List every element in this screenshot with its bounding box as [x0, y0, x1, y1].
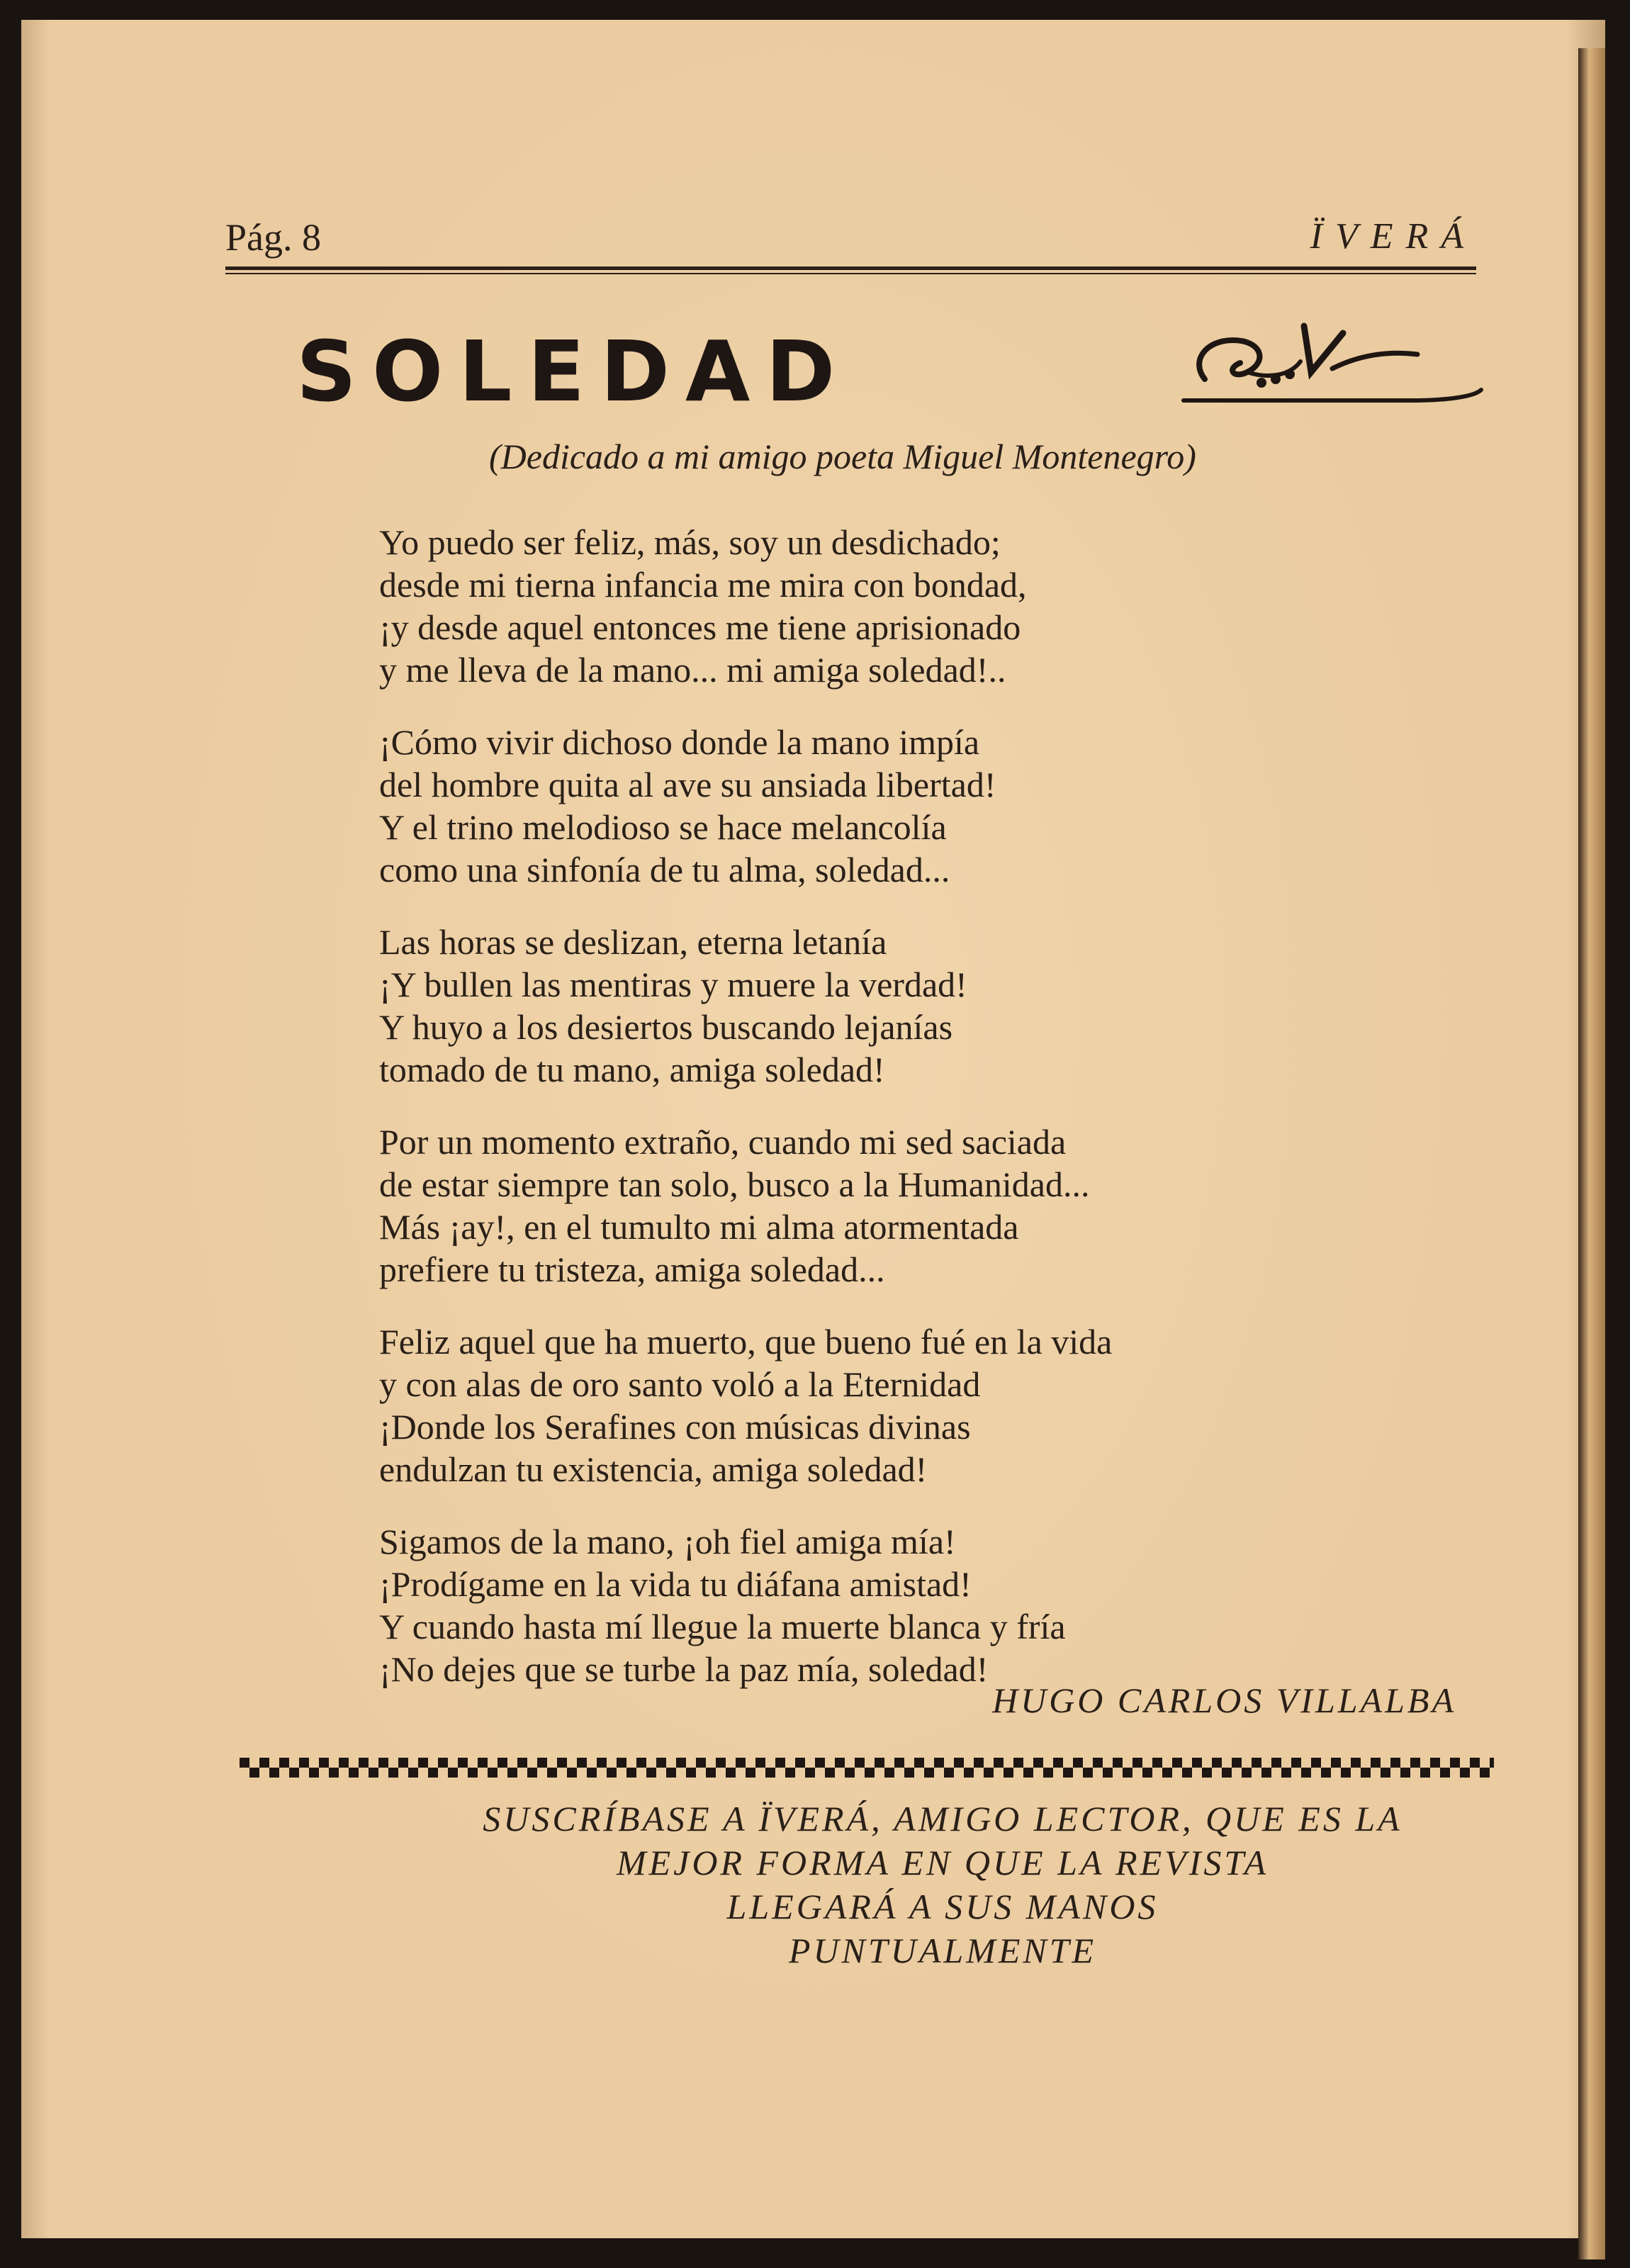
checker-square: [587, 1768, 597, 1778]
checker-square: [1341, 1768, 1351, 1778]
checker-square: [1123, 1768, 1132, 1778]
checker-square: [1371, 1758, 1381, 1768]
checker-square: [865, 1768, 875, 1778]
poem-line: Las horas se deslizan, eterna letanía: [379, 922, 887, 962]
checker-square: [259, 1758, 269, 1768]
poem-line: como una sinfonía de tu alma, soledad...: [379, 850, 950, 889]
checker-square: [378, 1758, 388, 1768]
checker-square: [279, 1758, 289, 1768]
checker-square: [299, 1758, 309, 1768]
checker-square: [1301, 1768, 1311, 1778]
page-header: [204, 211, 1476, 268]
checker-square: [1192, 1758, 1202, 1768]
poem-line: ¡y desde aquel entonces me tiene aprisionado: [379, 607, 1021, 647]
poem-line: del hombre quita al ave su ansiada libertad!: [379, 765, 996, 804]
checker-square: [1083, 1768, 1093, 1778]
subscription-notice: [383, 1797, 1502, 1972]
poem-line: desde mi tierna infancia me mira con bondad,: [379, 565, 1027, 605]
checker-square: [954, 1758, 964, 1768]
poem-line: ¡No dejes que se turbe la paz mía, soledad!: [379, 1649, 989, 1689]
checker-square: [686, 1768, 696, 1778]
checker-square: [1232, 1758, 1242, 1768]
checker-square: [1311, 1758, 1321, 1768]
checker-square: [1132, 1758, 1142, 1768]
header-rule: [225, 266, 1476, 274]
checker-square: [1053, 1758, 1063, 1768]
subscribe-line: PUNTUALMENTE: [788, 1931, 1097, 1970]
checker-square: [696, 1758, 706, 1768]
poem-line: ¡Cómo vivir dichoso donde la mano impía: [379, 722, 980, 762]
poem-line: y con alas de oro santo voló a la Eternidad: [379, 1364, 981, 1404]
checker-square: [339, 1758, 349, 1768]
checker-square: [329, 1768, 339, 1778]
checker-square: [884, 1768, 894, 1778]
checker-square: [269, 1768, 279, 1778]
checker-square: [765, 1768, 775, 1778]
checker-square: [646, 1768, 656, 1778]
checker-square: [349, 1768, 359, 1778]
checker-square: [1440, 1768, 1450, 1778]
poem-line: Y el trino melodioso se hace melancolía: [379, 807, 947, 847]
checker-square: [1281, 1768, 1291, 1778]
checker-square: [1212, 1758, 1222, 1768]
checker-square: [755, 1758, 765, 1768]
checker-square: [1480, 1768, 1490, 1778]
dedication: (Dedicado a mi amigo poeta Miguel Montenegro): [489, 437, 1196, 476]
checker-square: [359, 1758, 369, 1768]
poem-line: Feliz aquel que ha muerto, que bueno fué en la vida: [379, 1322, 1113, 1362]
checker-square: [537, 1758, 547, 1768]
checker-square: [904, 1768, 914, 1778]
checker-square: [458, 1758, 468, 1768]
checker-square: [428, 1768, 438, 1778]
checker-square: [567, 1768, 577, 1778]
checker-square: [468, 1768, 478, 1778]
checker-square: [1182, 1768, 1192, 1778]
checker-square: [1351, 1758, 1361, 1768]
checker-square: [855, 1758, 865, 1768]
poem-line: endulzan tu existencia, amiga soledad!: [379, 1449, 928, 1489]
checker-square: [1381, 1768, 1390, 1778]
poem-line: Más ¡ay!, en el tumulto mi alma atormentada: [379, 1207, 1019, 1247]
checker-square: [1490, 1758, 1494, 1768]
stanza: [379, 721, 1407, 891]
checker-square: [1470, 1758, 1480, 1768]
checker-square: [924, 1768, 934, 1778]
checker-square: [964, 1768, 974, 1778]
poem-line: Y huyo a los desiertos buscando lejanías: [379, 1007, 953, 1047]
poem-line: de estar siempre tan solo, busco a la Humanidad...: [379, 1164, 1090, 1204]
poem-body: [379, 521, 1407, 1720]
checker-square: [1004, 1768, 1013, 1778]
checker-square: [1410, 1758, 1420, 1768]
checker-square: [498, 1758, 507, 1768]
checker-square: [289, 1768, 299, 1778]
checker-square: [666, 1768, 676, 1778]
checker-square: [1172, 1758, 1182, 1768]
poem-author: HUGO CARLOS VILLALBA: [991, 1680, 1456, 1720]
poem-line: Sigamos de la mano, ¡oh fiel amiga mía!: [379, 1522, 956, 1561]
checker-square: [875, 1758, 884, 1768]
checker-square: [974, 1758, 984, 1768]
checker-square: [785, 1768, 795, 1778]
checker-square: [398, 1758, 408, 1768]
poem-line: ¡Y bullen las mentiras y muere la verdad!: [379, 965, 967, 1004]
checker-square: [1103, 1768, 1113, 1778]
checker-square: [1261, 1768, 1271, 1778]
checker-square: [944, 1768, 954, 1778]
checker-square: [805, 1768, 815, 1778]
checker-square: [249, 1768, 259, 1778]
checker-square: [369, 1768, 378, 1778]
checker-square: [656, 1758, 666, 1768]
flourish-ornament-icon: [1176, 312, 1488, 418]
checker-square: [984, 1768, 994, 1778]
magazine-name: ÏVERÁ: [1310, 216, 1476, 257]
poem-line: Por un momento extraño, cuando mi sed saciada: [379, 1122, 1067, 1162]
checker-square: [636, 1758, 646, 1768]
poem-line: Yo puedo ser feliz, más, soy un desdichado;: [379, 522, 1001, 562]
checker-square: [1023, 1768, 1033, 1778]
checker-square: [845, 1768, 855, 1778]
checker-square: [746, 1768, 755, 1778]
checkered-divider: [240, 1758, 1494, 1778]
checker-square: [1162, 1768, 1172, 1778]
checker-square: [388, 1768, 398, 1778]
checker-square: [1291, 1758, 1301, 1768]
checker-square: [914, 1758, 924, 1768]
subscribe-line: SUSCRÍBASE A ÏVERÁ, AMIGO LECTOR, QUE ES LA: [483, 1799, 1403, 1838]
checker-square: [478, 1758, 488, 1768]
checker-square: [597, 1758, 607, 1768]
checker-square: [894, 1758, 904, 1768]
checker-square: [825, 1768, 835, 1778]
checker-square: [607, 1768, 617, 1778]
checker-square: [617, 1758, 626, 1768]
subscribe-line: MEJOR FORMA EN QUE LA REVISTA: [616, 1843, 1269, 1882]
checker-square: [418, 1758, 428, 1768]
checker-square: [577, 1758, 587, 1768]
checker-square: [1152, 1758, 1162, 1768]
checker-square: [408, 1768, 418, 1778]
checker-square: [736, 1758, 746, 1768]
checker-square: [448, 1768, 458, 1778]
checker-square: [1142, 1768, 1152, 1778]
checker-square: [706, 1768, 716, 1778]
checker-square: [1450, 1758, 1460, 1768]
checker-square: [815, 1758, 825, 1768]
checker-square: [488, 1768, 498, 1778]
checker-square: [1222, 1768, 1232, 1778]
stanza: [379, 521, 1407, 691]
checker-square: [1331, 1758, 1341, 1768]
poem-line: prefiere tu tristeza, amiga soledad...: [379, 1250, 885, 1289]
checker-square: [626, 1768, 636, 1778]
poem-line: ¡Prodígame en la vida tu diáfana amistad!: [379, 1564, 972, 1604]
checker-square: [1361, 1768, 1371, 1778]
checker-square: [1271, 1758, 1281, 1768]
checker-square: [1063, 1768, 1073, 1778]
stanza: [379, 1520, 1407, 1690]
checker-square: [1390, 1758, 1400, 1768]
checker-square: [240, 1758, 249, 1768]
checker-square: [835, 1758, 845, 1768]
checker-square: [1460, 1768, 1470, 1778]
subscribe-line: LLEGARÁ A SUS MANOS: [726, 1887, 1159, 1926]
poem-line: Y cuando hasta mí llegue la muerte blanca y fría: [379, 1607, 1066, 1646]
page-edge: [1578, 48, 1605, 2259]
checker-square: [507, 1768, 517, 1778]
checker-square: [1242, 1768, 1252, 1778]
checker-square: [309, 1768, 319, 1778]
page-number: Pág. 8: [225, 216, 321, 259]
checker-square: [1013, 1758, 1023, 1768]
checker-square: [934, 1758, 944, 1768]
checker-square: [1430, 1758, 1440, 1768]
poem-line: y me lleva de la mano... mi amiga soledad!..: [379, 650, 1006, 690]
poem-line: ¡Donde los Serafines con músicas divinas: [379, 1407, 971, 1447]
checker-square: [775, 1758, 785, 1768]
stanza: [379, 921, 1407, 1091]
checker-square: [1113, 1758, 1123, 1768]
poem-line: tomado de tu mano, amiga soledad!: [379, 1050, 885, 1089]
checker-square: [716, 1758, 726, 1768]
poem-title: SOLEDAD: [296, 322, 851, 420]
checker-square: [547, 1768, 557, 1778]
checker-square: [1202, 1768, 1212, 1778]
checker-square: [438, 1758, 448, 1768]
checker-square: [795, 1758, 805, 1768]
checker-square: [994, 1758, 1004, 1768]
checker-square: [1420, 1768, 1430, 1778]
checker-square: [1321, 1768, 1331, 1778]
stanza: [379, 1121, 1407, 1291]
checker-square: [557, 1758, 567, 1768]
checker-square: [319, 1758, 329, 1768]
checker-square: [1400, 1768, 1410, 1778]
checker-square: [517, 1758, 527, 1768]
checker-square: [1252, 1758, 1261, 1768]
checker-square: [726, 1768, 736, 1778]
checker-square: [1043, 1768, 1053, 1778]
stanza: [379, 1320, 1407, 1491]
checker-square: [1033, 1758, 1043, 1768]
checker-square: [676, 1758, 686, 1768]
checker-square: [1073, 1758, 1083, 1768]
checker-square: [1093, 1758, 1103, 1768]
checker-square: [527, 1768, 537, 1778]
